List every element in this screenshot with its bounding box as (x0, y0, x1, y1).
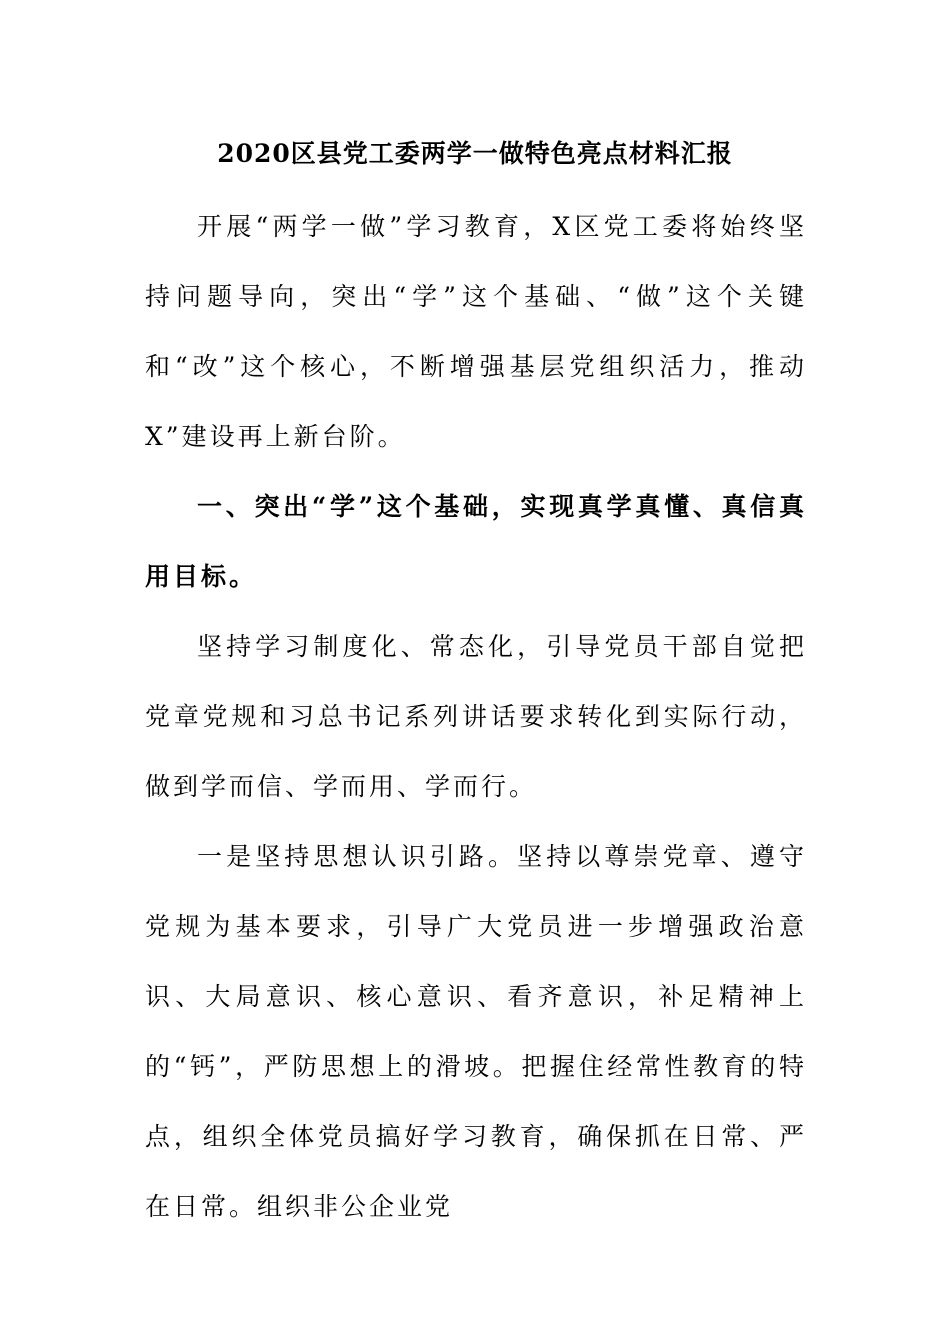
section-1-paragraph: 坚持学习制度化、常态化，引导党员干部自觉把党章党规和习总书记系列讲话要求转化到实际行动，做到学而信、学而用、学而行。 (145, 632, 807, 801)
section-1-point-1-paragraph: 一是坚持思想认识引路。坚持以尊崇党章、遵守党规为基本要求，引导广大党员进一步增强政治意识、大局意识、核心意识、看齐意识，补足精神上的“钙”，严防思想上的滑坡。把握住经常性教育的特点，组织全体党员搞好学习教育，确保抓在日常、严在日常。组织非公企业党 (145, 842, 807, 1221)
document-title: 2020区县党工委两学一做特色亮点材料汇报 (217, 139, 733, 168)
intro-paragraph: 开展“两学一做”学习教育，X区党工委将始终坚持问题导向，突出“学”这个基础、“做”这个关键和“改”这个核心，不断增强基层党组织活力，推动X”建设再上新台阶。 (145, 212, 807, 451)
section-heading-1: 一、突出“学”这个基础，实现真学真懂、真信真用目标。 (145, 492, 807, 591)
document-body (145, 192, 807, 1242)
